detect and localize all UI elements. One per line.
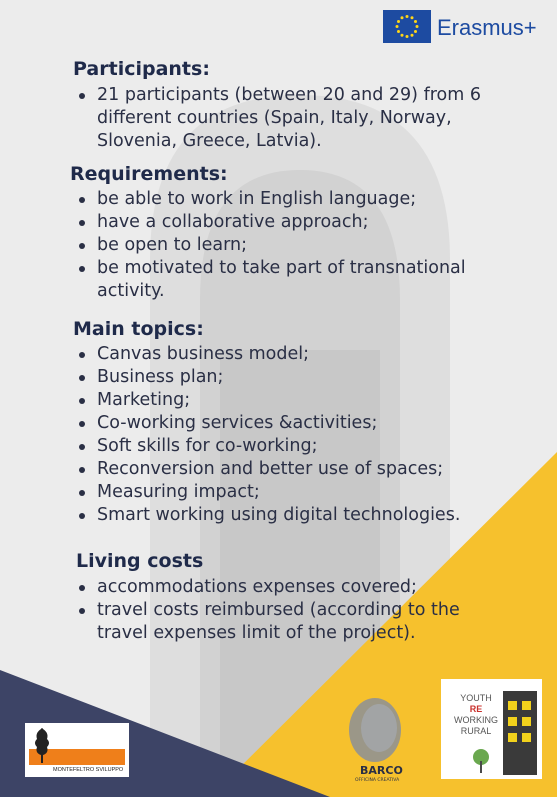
list-item: Measuring impact; — [75, 481, 505, 504]
list-item: travel costs reimbursed (according to the travel expenses limit of the project). — [75, 599, 495, 645]
barco-mark-icon — [335, 694, 415, 764]
list-item: Reconversion and better use of spaces; — [75, 458, 505, 481]
barco-sublabel: OFFICINA CREATIVA — [355, 778, 400, 783]
list-item: be motivated to take part of transnational activity. — [75, 257, 495, 303]
list-item: Co-working services &activities; — [75, 412, 505, 435]
topics-list — [75, 343, 505, 527]
list-item: Business plan; — [75, 366, 505, 389]
list-item: be open to learn; — [75, 234, 495, 257]
list-item: Canvas business model; — [75, 343, 505, 366]
list-item: be able to work in English language; — [75, 188, 495, 211]
list-item: have a collaborative approach; — [75, 211, 495, 234]
main-topics-heading: Main topics: — [73, 318, 204, 340]
list-item: 21 participants (between 20 and 29) from 6 different countries (Spain, Italy, Norway, Slovenia, Greece, Latvia). — [75, 84, 490, 153]
youth-text-block: YOUTH RE WORKING RURAL — [454, 693, 498, 736]
living-costs-list — [75, 576, 495, 645]
requirements-heading: Requirements: — [70, 163, 228, 185]
list-item: accommodations expenses covered; — [75, 576, 495, 599]
list-item: Marketing; — [75, 389, 505, 412]
building-icon — [441, 679, 542, 779]
requirements-list — [75, 188, 495, 303]
montefeltro-sviluppo-logo — [25, 723, 129, 777]
list-item: Smart working using digital technologies. — [75, 504, 505, 527]
barco-label: BARCO — [360, 764, 403, 777]
youth-reworking-rural-logo — [441, 679, 542, 779]
living-costs-heading: Living costs — [76, 550, 204, 572]
barco-logo — [335, 694, 415, 786]
participants-list — [75, 84, 490, 153]
montefeltro-label: MONTEFELTRO SVILUPPO — [53, 767, 124, 773]
erasmus-plus-logo — [383, 10, 545, 46]
participants-heading: Participants: — [73, 58, 210, 80]
erasmus-label: Erasmus+ — [437, 15, 537, 40]
list-item: Soft skills for co-working; — [75, 435, 505, 458]
eu-flag-icon — [383, 10, 431, 43]
